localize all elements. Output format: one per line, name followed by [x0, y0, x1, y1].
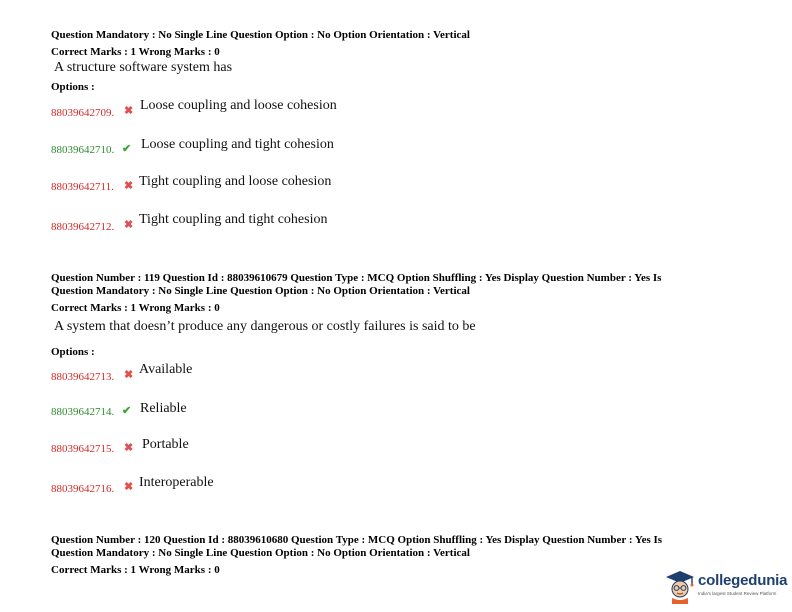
question-meta-header: Question Mandatory : No Single Line Question Option : No Option Orientation : Vertical [51, 285, 470, 297]
cross-icon: ✖ [124, 105, 134, 117]
question-text: A system that doesn’t produce any dangerous or costly failures is said to be [54, 319, 476, 334]
marks-line: Correct Marks : 1 Wrong Marks : 0 [51, 46, 220, 58]
question-text: A structure software system has [54, 60, 233, 75]
option-text: Tight coupling and tight cohesion [139, 212, 328, 227]
option-id: 88039642713. [51, 371, 115, 383]
question-meta-header: Question Number : 120 Question Id : 88039610680 Question Type : MCQ Option Shuffling : Yes Display Question Number : Yes Is [51, 534, 663, 546]
option-text: Interoperable [139, 475, 214, 490]
collegedunia-logo [664, 568, 786, 604]
question-meta-header: Question Mandatory : No Single Line Question Option : No Option Orientation : Vertical [51, 547, 470, 559]
cross-icon: ✖ [124, 442, 134, 454]
option-text: Reliable [140, 401, 187, 416]
option-text: Portable [142, 437, 189, 452]
option-text: Available [139, 362, 193, 377]
graduate-mascot-icon [664, 568, 696, 604]
option-id: 88039642710. [51, 144, 115, 156]
option-id: 88039642711. [51, 181, 114, 193]
cross-icon: ✖ [124, 219, 134, 231]
marks-line: Correct Marks : 1 Wrong Marks : 0 [51, 302, 220, 314]
options-label: Options : [51, 346, 95, 358]
cross-icon: ✖ [124, 369, 134, 381]
option-id: 88039642712. [51, 221, 115, 233]
option-id: 88039642716. [51, 483, 115, 495]
option-text: Loose coupling and loose cohesion [140, 98, 337, 113]
check-icon: ✔ [122, 405, 132, 417]
marks-line: Correct Marks : 1 Wrong Marks : 0 [51, 564, 220, 576]
options-label: Options : [51, 81, 95, 93]
option-text: Loose coupling and tight cohesion [141, 137, 334, 152]
option-text: Tight coupling and loose cohesion [139, 174, 332, 189]
logo-tagline: India's largest Student Review Platform [698, 591, 777, 596]
cross-icon: ✖ [124, 180, 134, 192]
question-meta-header: Question Number : 119 Question Id : 88039610679 Question Type : MCQ Option Shuffling : Yes Display Question Number : Yes Is [51, 272, 662, 284]
cross-icon: ✖ [124, 481, 134, 493]
option-id: 88039642715. [51, 443, 115, 455]
logo-wordmark: collegedunia [698, 572, 788, 589]
question-meta-header: Question Mandatory : No Single Line Question Option : No Option Orientation : Vertical [51, 29, 470, 41]
option-id: 88039642709. [51, 107, 115, 119]
check-icon: ✔ [122, 143, 132, 155]
option-id: 88039642714. [51, 406, 115, 418]
